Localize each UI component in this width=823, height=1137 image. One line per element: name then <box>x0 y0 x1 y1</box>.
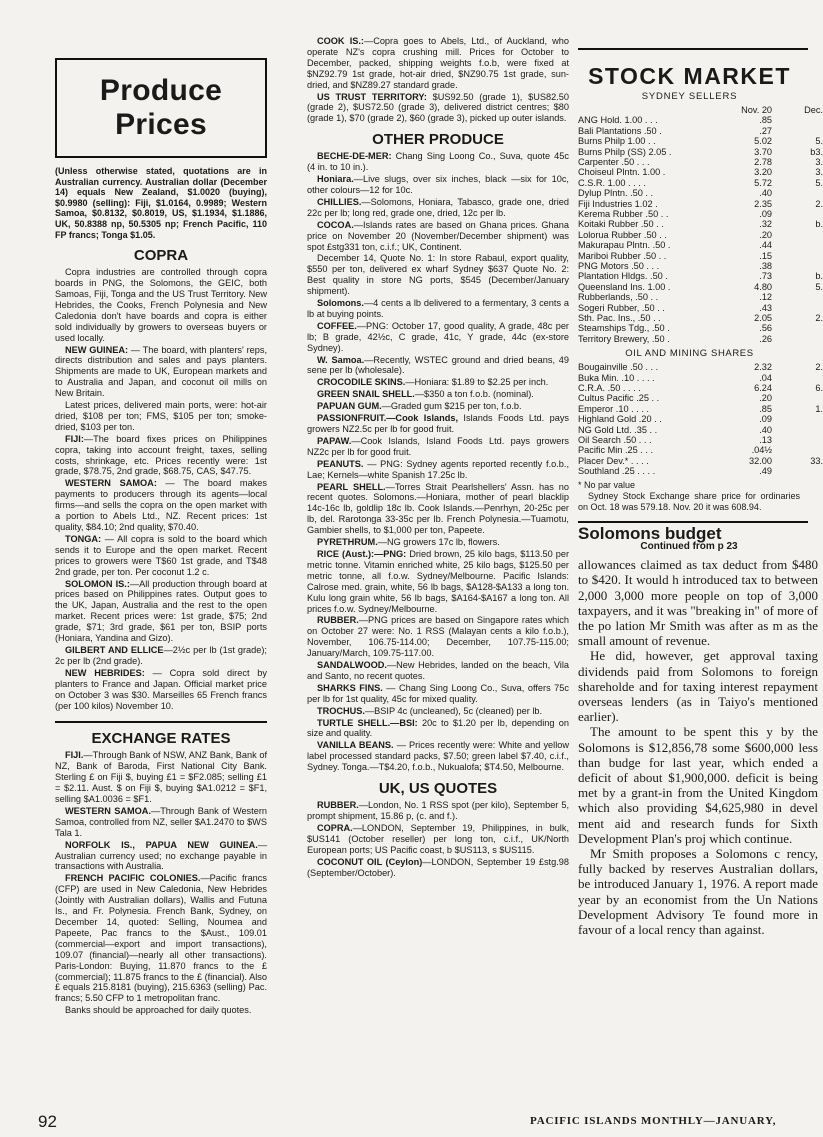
paragraph-lead: NORFOLK IS., PAPUA NEW GUINEA. <box>65 839 258 850</box>
paragraph-text: —Through Bank of NSW, ANZ Bank, Bank of NZ, Bank of Baroda, First National City Bank. Sterling £ on Fiji $, buying £1 = $F2.085; selling £1 = $2.11. Aust. $ on Fiji $, buying $A1.0212 = $F1, selling $A1.0036 = $F1. <box>55 750 267 805</box>
paragraph <box>55 400 267 433</box>
price-dec <box>780 115 823 125</box>
budget-paragraph: Mr Smith proposes a Solomons c rency, fully backed by reserves Australian dollars, be introduced January 1, 1976. A report made year by an economist from the Un Nations Development Advisory Te found more in favour of a local rency than against. <box>578 846 818 938</box>
price-dec <box>780 445 823 455</box>
price-nov: .09 <box>759 414 773 425</box>
stock-name: Koitaki Rubber .50 . . <box>578 219 664 230</box>
paragraph <box>307 459 569 481</box>
exchange-heading: EXCHANGE RATES <box>91 730 231 748</box>
stock-name: PNG Motors .50 . . . <box>578 261 660 271</box>
paragraph-lead: Honiara. <box>317 174 354 185</box>
price-nov: .27 <box>759 125 773 136</box>
paragraph <box>307 413 569 435</box>
paragraph-text: Latest prices, delivered main ports, were: hot-air dried, $108 per ton; FMS, $105 per ton; smoke-dried, $103 per ton. <box>55 400 267 432</box>
stock-row <box>578 393 823 403</box>
paragraph-text: — Copra sold direct by planters to France and Japan. Official market price on October 3 was $30. Marseilles 65 French francs (per 100 kilos) November 10. <box>55 667 268 711</box>
stock-name: Pacific Min .25 . . . <box>578 445 654 456</box>
paragraph-text: —Graded gum $215 per ton, f.o.b. <box>381 401 522 412</box>
paragraph <box>307 36 569 91</box>
paragraph <box>307 706 569 717</box>
paragraph-text: —Copra goes to Abels, Ltd., of Auckland, who operate NZ's copra crushing mill. Prices for October to December, packed, shipping weights f.o.b, were fixed at $NZ92.79 1st grade, hot-air dried, $NZ90.75 1st grade, sun-dried, and $NZ89.27 standard grade. <box>307 36 569 90</box>
paragraph <box>55 478 267 533</box>
paragraph <box>307 253 569 297</box>
stock-name: Southland .25 . . . . <box>578 466 656 477</box>
paragraph-lead: GREEN SNAIL SHELL. <box>317 389 415 400</box>
us-quotes-heading: UK, US QUOTES <box>378 780 498 798</box>
price-nov: .85 <box>759 403 773 414</box>
price-nov: 4.80 <box>754 281 773 292</box>
price-nov: 5.72 <box>754 177 773 188</box>
stock-row <box>578 157 823 167</box>
paragraph <box>307 389 569 400</box>
stock-name: Burns Philp 1.00 . . <box>578 136 656 147</box>
mining-table <box>578 362 823 476</box>
price-nov: 2.35 <box>754 198 773 209</box>
mining-shares-heading: OIL AND MINING SHARES <box>625 348 754 360</box>
paragraph-lead: TURTLE SHELL.—BSI: <box>317 717 418 728</box>
price-dec <box>780 251 823 261</box>
paragraph <box>307 401 569 412</box>
budget-rule <box>578 521 808 523</box>
stock-table-header <box>578 105 823 115</box>
paragraph-text: $US92.50 (grade 1), $US82.50 (grade 2), $US72.50 (grade 3), delivered district centres; $80 (grade 1), $70 (grade 2), $60 (grade 3), picked up outer islands. <box>307 91 569 124</box>
price-dec <box>780 303 823 313</box>
paragraph <box>55 579 267 644</box>
price-nov: .49 <box>759 466 773 477</box>
paragraph-text: —NG growers 17c lb, flowers. <box>377 537 500 548</box>
paragraph-text: —Australian currency used; no exchange payable in transactions with Australia. <box>55 839 267 872</box>
paragraph <box>307 174 569 196</box>
paragraph-lead: US TRUST TERRITORY: <box>317 91 427 102</box>
stock-name: Makurapau Plntn. .50 . <box>578 240 671 251</box>
stock-row <box>578 404 823 414</box>
stock-table <box>578 105 823 344</box>
paragraph <box>307 800 569 822</box>
stock-row <box>578 292 823 302</box>
price-nov: .20 <box>759 393 773 404</box>
price-dec: 6. <box>815 382 823 393</box>
paragraph-text: —London, No. 1 RSS spot (per kilo), September 5, prompt shipment, 15.86 p, (c. and f.). <box>307 800 569 821</box>
paragraph <box>307 537 569 548</box>
paragraph-text: —4 cents a lb delivered to a fermentary, 3 cents a lb at buying points. <box>307 298 569 319</box>
paragraph-text: —PNG prices are based on Singapore rates which on October 27 were: No. 1 RSS (Malayan cents a kilo f.o.b.), November, 106.75-114.00; December, 107.75-115.00; January/March, 109.75-117.00. <box>307 615 569 659</box>
stock-row <box>578 373 823 383</box>
paragraph <box>307 92 569 125</box>
price-dec <box>780 323 823 333</box>
paragraph <box>307 615 569 659</box>
price-dec: 5. <box>815 136 823 147</box>
price-nov: .38 <box>759 261 773 271</box>
stock-market-title: STOCK MARKET <box>588 63 791 89</box>
price-dec <box>780 230 823 240</box>
paragraph <box>307 549 569 614</box>
paragraph-text: —BSIP 4c (uncleaned), 5c (cleaned) per lb. <box>364 705 543 716</box>
price-nov: .73 <box>759 271 773 282</box>
stock-row <box>578 362 823 372</box>
price-nov: 2.05 <box>754 313 773 324</box>
stock-row <box>578 445 823 455</box>
paragraph-lead: COCONUT OIL (Ceylon) <box>317 856 423 867</box>
price-dec <box>780 435 823 445</box>
budget-heading: Solomons budget <box>578 524 722 544</box>
stock-row <box>578 383 823 393</box>
paragraph <box>307 321 569 354</box>
stock-row <box>578 323 823 333</box>
paragraph-lead: TONGA: <box>65 533 102 544</box>
stock-name: Plantation Hldgs. .50 . <box>578 271 668 282</box>
stock-market-subtitle: SYDNEY SELLERS <box>641 91 738 102</box>
paragraph <box>55 750 267 805</box>
paragraph-lead: WESTERN SAMOA: <box>65 478 157 489</box>
page-number: 92 <box>38 1112 57 1131</box>
paragraph <box>307 220 569 253</box>
stock-name: Steamships Tdg., .50 . <box>578 323 670 334</box>
stock-name: Territory Brewery, .50 . <box>578 333 670 344</box>
continued-note: Continued from p 23 <box>640 541 738 553</box>
paragraph-lead: FIJI. <box>65 750 84 761</box>
stock-row <box>578 230 823 240</box>
stock-row <box>578 261 823 271</box>
paragraph-lead: W. Samoa. <box>317 354 365 365</box>
paragraph-text: —Through Bank of Western Samoa, controlled from NZ, seller $A1.2470 to $WS Tala 1. <box>55 805 267 838</box>
stock-name: Queensland Ins. 1.00 . <box>578 281 671 292</box>
column-middle <box>307 36 569 879</box>
top-rule <box>578 48 808 50</box>
budget-paragraph: allowances claimed as tax deduct from $480 to $420. It would h introduced tax to between 2,000 3,000 more people on top of 3,000 taxpayers, and it was "breaking in" of more of the po lation Mr Smith was after as m as the small amount of revenue. <box>578 557 818 649</box>
budget-paragraph: The amount to be spent this y by the Solomons is $12,856,78 some $600,000 less than budge for last year, which ended a deficit of about $1,900,000. deficit is being met by a grant-in from the United Kingdom which also providing $4,625,980 in devel ment aid and research funds for Sixth Development Plan's proj which continue. <box>578 724 818 846</box>
stock-name: Rubberlands, .50 . . <box>578 292 659 303</box>
paragraph-lead: FIJI: <box>65 433 84 444</box>
paragraph <box>55 434 267 478</box>
price-dec: 1. <box>815 403 823 414</box>
paragraph <box>55 645 267 667</box>
paragraph-lead: RUBBER. <box>317 615 359 626</box>
paragraph-lead: COPRA. <box>317 822 353 833</box>
paragraph-lead: CHILLIES. <box>317 196 362 207</box>
paragraph <box>307 823 569 856</box>
paragraph-text: —2½c per lb (1st grade); 2c per lb (2nd grade). <box>55 644 267 666</box>
stock-row <box>578 334 823 344</box>
paragraph-text: Islands Foods Ltd. pays growers NZ2.5c per lb for good fruit. <box>307 413 570 434</box>
stock-row <box>578 466 823 476</box>
price-dec <box>780 393 823 403</box>
price-nov: .20 <box>759 229 773 240</box>
paragraph-lead: SHARKS FINS. <box>317 682 383 693</box>
paragraph-lead: PYRETHRUM. <box>317 537 378 548</box>
paragraph-text: Dried brown, 25 kilo bags, $113.50 per metric tonne. Vitamin enriched white, 25 kilo bags, $125.50 per metric tonne, all f.o.w. Sydney/Melbourne. Pacific Islands: Calrose med. grain, white, 56 lb bags, $A128-$A133 a long ton. Kulu long grain white, 56 lb bags, $A164-$A167 a long ton. All prices f.o.w. Sydney/Melbourne. <box>307 548 569 614</box>
paragraph-text: —Live slugs, over six inches, black —six for 10c, other colours—12 for 10c. <box>307 174 569 195</box>
paragraph-lead: TROCHUS. <box>317 705 365 716</box>
price-nov: 5.02 <box>754 136 773 147</box>
stock-row <box>578 313 823 323</box>
price-dec: 3. <box>815 156 823 167</box>
stock-row <box>578 136 823 146</box>
stock-row <box>578 147 823 157</box>
stock-row <box>578 456 823 466</box>
stock-name: C.S.R. 1.00 . . . . <box>578 177 646 188</box>
paragraph-text: — The board, with planters' reps, directs distribution and sales and pays planters. Shipments are made to UK, European markets and to Australia and Japan, and coconut oil mills on New Britain. <box>55 344 267 399</box>
paragraph-text: Chang Sing Loong Co., Suva, quote 45c (4 in. to 10 in.). <box>307 151 569 173</box>
copra-section <box>55 267 267 711</box>
price-nov: 2.32 <box>754 362 773 373</box>
paragraph-lead: NEW HEBRIDES: <box>65 667 145 678</box>
price-dec <box>780 240 823 250</box>
paragraph-text: 20c to $1.20 per lb, depending on size and quality. <box>307 717 569 739</box>
paragraph-text: —New Hebrides, landed on the beach, Vila and Santo, no recent quotes. <box>307 660 569 681</box>
price-nov: .32 <box>759 219 773 230</box>
price-nov: .09 <box>759 208 773 219</box>
paragraph <box>307 298 569 320</box>
stock-name: Placer Dev.* . . . . <box>578 455 649 466</box>
price-dec: 2. <box>815 313 823 324</box>
price-nov: .44 <box>759 240 773 251</box>
paragraph-lead: COOK IS.: <box>317 36 364 46</box>
price-dec <box>780 188 823 198</box>
paragraph-text: — Prices recently were: White and yellow label processed standard packs, $7.50; green label $7.40, c.i.f., Sydney. Tonga.—T$4.20, f.o.b., Nukualofa; $T4.50, Melbourne. <box>307 740 569 773</box>
price-nov: .12 <box>759 292 773 303</box>
price-dec: b. <box>815 271 823 282</box>
paragraph <box>307 718 569 740</box>
price-nov: 6.24 <box>754 382 773 393</box>
price-dec <box>780 334 823 344</box>
price-nov: .56 <box>759 323 773 334</box>
price-dec: b3. <box>810 146 823 157</box>
column-left <box>55 36 267 1017</box>
stock-name: C.R.A. .50 . . . . <box>578 382 641 393</box>
paragraph-text: —Recently, WSTEC ground and dried beans, 49 sene per lb (wholesale). <box>307 354 570 376</box>
price-nov: 3.20 <box>754 167 773 178</box>
currency-intro: (Unless otherwise stated, quotations are in Australian currency. Australian dollar (December 14) equals New Zealand, $1.0020 (buying), $0.9980 (selling): Fiji, $1.0164, 0.9989; Western Samoa, $0.8132, $0.8019, US, $1.1934, $1.1886, UK, 50.8388 np, 50.5305 np; French Pacific, 110 FP francs; Tonga $1.05. <box>55 166 267 240</box>
paragraph-lead: FRENCH PACIFIC COLONIES. <box>65 873 201 884</box>
paragraph <box>307 482 569 537</box>
price-dec <box>780 373 823 383</box>
paragraph <box>55 668 267 712</box>
price-nov: 3.70 <box>754 146 773 157</box>
stock-name: Buka Min. .10 . . . . <box>578 372 655 383</box>
page-title: Produce Prices <box>99 74 223 141</box>
stock-name: Emperor .10 . . . . <box>578 403 649 414</box>
paragraph-lead: WESTERN SAMOA. <box>65 805 151 816</box>
stock-row <box>578 303 823 313</box>
price-nov: 32.00 <box>749 455 773 466</box>
stock-name: Fiji Industries 1.02 . <box>578 198 658 209</box>
price-dec <box>780 292 823 302</box>
paragraph-lead: BECHE-DE-MER: <box>317 151 392 162</box>
price-dec <box>780 414 823 424</box>
stock-row <box>578 271 823 281</box>
stock-row <box>578 167 823 177</box>
price-nov: 2.78 <box>754 156 773 167</box>
paragraph-lead: COFFEE. <box>317 320 357 331</box>
paragraph-text: —$350 a ton f.o.b. (nominal). <box>414 389 534 400</box>
price-nov: .04½ <box>751 445 773 456</box>
paragraph-lead: PEANUTS. <box>317 458 364 469</box>
price-dec <box>780 126 823 136</box>
price-dec: 33. <box>810 455 823 466</box>
paragraph <box>307 355 569 377</box>
paragraph-text: —LONDON, September 19, Philippines, in bulk, $US141 (October reseller) per long ton, c.i.f., UK/North European ports; US Pacific coast, b $US113, s $US115. <box>307 822 569 855</box>
stock-name: Sth. Pac. Ins., .50 . . <box>578 313 661 324</box>
paragraph <box>307 857 569 879</box>
stock-name: ANG Hold. 1.00 . . . <box>578 115 658 126</box>
paragraph-lead: RUBBER. <box>317 800 359 811</box>
paragraph-lead: PASSIONFRUIT.—Cook Islands, <box>317 413 459 424</box>
paragraph-lead: PAPAW. <box>317 435 352 446</box>
paragraph <box>55 806 267 839</box>
price-nov: .43 <box>759 302 773 313</box>
paragraph <box>55 873 267 1004</box>
copra-heading: COPRA <box>133 247 189 265</box>
magazine-footer: PACIFIC ISLANDS MONTHLY—JANUARY, <box>530 1115 777 1127</box>
price-nov: .40 <box>759 188 773 199</box>
stock-name: Mariboi Rubber .50 . . <box>578 250 667 261</box>
paragraph <box>55 267 267 343</box>
stock-row <box>578 219 823 229</box>
paragraph-lead: PEARL SHELL. <box>317 481 386 492</box>
paragraph-lead: Solomons. <box>317 298 364 309</box>
paragraph-text: —Solomons, Honiara, Tabasco, grade one, dried 22c per lb; long red, grade one, dried, 12c per lb. <box>307 196 569 218</box>
column-right <box>578 36 823 938</box>
price-dec <box>780 425 823 435</box>
paragraph <box>55 534 267 578</box>
stock-name: NG Gold Ltd. .35 . . <box>578 424 658 435</box>
paragraph-text: —The board fixes prices on Philippines copra, taking into account freight, taxes, selling costs, shrinkage, etc. Prices recently were: 1st grade, $78.75, 2nd grade, $68.75, CAS, $47.75. <box>55 433 267 477</box>
col-nov-header: Nov. 20 <box>741 104 773 115</box>
stock-name: Carpenter .50 . . . <box>578 156 650 167</box>
other-produce-heading: OTHER PRODUCE <box>372 131 504 149</box>
stock-row <box>578 188 823 198</box>
stock-row <box>578 209 823 219</box>
stock-name: Bali Plantations .50 . <box>578 125 662 136</box>
stock-row <box>578 199 823 209</box>
produce-prices-box <box>55 58 267 158</box>
other-produce-section <box>307 151 569 773</box>
paragraph-text: —Pacific francs (CFP) are used in New Caledonia, New Hebrides (Jointly with Australian dollars), Wallis and Futuna Is., and Fr. Polynesia. French Bank, Sydney, on December 14, quoted: Selling, Noumea and Papeete, Pac francs to the $Aust., 109.01 (commercial—export and import transactions), 109.07 (financial)—nearly all other transactions). Paris-London: Buying, 11.870 francs to the £ (commercial); 11.875 francs to the £ (financial). Also £ equals 215.8181 (buying), 215.6363 (selling) Pac. francs; 5.50 CFP to 1 metropolitan franc. <box>55 873 267 1004</box>
price-dec <box>780 209 823 219</box>
paragraph <box>307 740 569 773</box>
paragraph <box>307 197 569 219</box>
budget-paragraph: He did, however, get approval taxing dividends paid from Solomons to foreign shareholde and for taxing interest repayment overseas lenders (as in Taiyo's mentioned earlier). <box>578 648 818 725</box>
paragraph-lead: GILBERT AND ELLICE <box>65 644 164 655</box>
price-nov: .40 <box>759 424 773 435</box>
paragraph-lead: VANILLA BEANS. <box>317 740 394 751</box>
stock-row <box>578 425 823 435</box>
paragraph <box>55 840 267 873</box>
paragraph-text: December 14, Quote No. 1: In store Rabaul, export quality, $550 per ton, delivered ex wharf Sydney $637 Quote No. 2: Best quality in store NG ports, $545 (December/January shipment). <box>307 253 569 297</box>
paragraph-text: —All production through board at prices based on Philippines rates. Output goes to the UK, Japan, Australia and the rest to the open market. Recent prices were: 1st grade, $75; 2nd grade, $71; 3rd grade, $61 per ton, BSIP ports (Honiara, Yandina and Gizo). <box>55 578 267 644</box>
us-quotes-section <box>307 800 569 878</box>
stock-name: Bougainville .50 . . . <box>578 362 659 373</box>
paragraph-text: Banks should be approached for daily quotes. <box>65 1005 252 1016</box>
stock-row <box>578 115 823 125</box>
stock-name: Highland Gold .20 . . <box>578 414 662 425</box>
paragraph-text: —Islands rates are based on Ghana prices. Ghana price on November 20 (November/December shipment) was spot £stg331 ton, c.i.f.; UK, Continent. <box>307 219 569 252</box>
paragraph <box>55 1005 267 1016</box>
col-dec-header: Dec. <box>804 104 823 115</box>
paragraph-lead: SOLOMON IS.: <box>65 578 130 589</box>
paragraph-text: — Chang Sing Loong Co., Suva, offers 75c per lb for 1st quality, 45c for mixed quality. <box>307 682 569 704</box>
price-dec: b. <box>815 219 823 230</box>
paragraph <box>55 345 267 400</box>
paragraph-lead: CROCODILE SKINS. <box>317 377 406 388</box>
price-dec: 5. <box>815 177 823 188</box>
paragraph-text: — All copra is sold to the board which sends it to Europe and the open market. Recent prices to growers were T$60 1st grade, and T$48 2nd grade, per ton. Per coconut 1.2 c. <box>55 533 267 577</box>
price-nov: .13 <box>759 435 773 445</box>
stock-footnote: * No par value <box>578 479 636 490</box>
paragraph <box>307 436 569 458</box>
stock-exchange-note: Sydney Stock Exchange share price for ordinaries on Oct. 18 was 579.18. Nov. 20 it was 608.94. <box>578 491 800 512</box>
price-nov: .04 <box>759 372 773 383</box>
price-dec: 2. <box>815 362 823 373</box>
price-nov: .15 <box>759 250 773 261</box>
price-dec: 5. <box>815 281 823 292</box>
price-nov: .26 <box>759 333 773 344</box>
paragraph <box>307 660 569 682</box>
price-dec: 3. <box>815 167 823 178</box>
stock-name: Lolorua Rubber .50 . . <box>578 229 667 240</box>
stock-row <box>578 178 823 188</box>
price-dec: 2. <box>815 198 823 209</box>
paragraph-text: —PNG: October 17, good quality, A grade, 48c per lb; B grade, 42½c, C grade, 41c, Y grade, 44c (ex-store Sydney). <box>307 320 569 353</box>
paragraph-lead: RICE (Aust.):—PNG: <box>317 548 407 559</box>
stock-row <box>578 240 823 250</box>
paragraph-text: —Honiara: $1.89 to $2.25 per inch. <box>405 377 549 388</box>
stock-name: Sogeri Rubber, .50 . . <box>578 302 665 313</box>
paragraph-lead: NEW GUINEA: <box>65 344 129 355</box>
stock-name: Burns Philp (SS) 2.05 . <box>578 146 672 157</box>
price-dec <box>780 261 823 271</box>
stock-name: Dylup Plntn. .50 . . <box>578 188 654 199</box>
price-dec <box>780 466 823 476</box>
paragraph-lead: PAPUAN GUM. <box>317 401 382 412</box>
stock-row <box>578 435 823 445</box>
paragraph <box>307 377 569 388</box>
stock-name: Cultus Pacific .25 . . <box>578 393 660 404</box>
paragraph-lead: SANDALWOOD. <box>317 660 387 671</box>
exchange-section <box>55 750 267 1016</box>
budget-article <box>578 557 818 937</box>
stock-row <box>578 414 823 424</box>
paragraph-text: — The board makes payments to producers through its agents—local firms—and sells the copra on the open market with a portion to Abels Ltd., NZ. Recent prices: 1st quality, $84.10; 2nd quality, $70.40. <box>55 478 267 532</box>
paragraph-text: Copra industries are controlled through copra boards in PNG, the Solomons, the GEIC, both Samoas, Fiji, Tonga and the US Trust Territory. New Hebrides, the Cooks, French Polynesia and New Caledonia don't have boards and copra is either sold individually by growers to overseas buyers or used locally. <box>55 267 267 343</box>
stock-name: Oil Search .50 . . . <box>578 435 652 445</box>
copra-continued-section <box>307 36 569 124</box>
paragraph-text: —Torres Strait Pearlshellers' Assn. has no recent quotes. Solomons.—Honiara, mother of pearl blacklip 14c-16c lb, goldlip 18c lb. Cook Islands.—Penrhyn, 20-25c per lb, del. Rarotonga 33-35c per lb. French Polynesia.—Tuamotu, Gambier shells, to $1,000 per ton, Papeete. <box>307 481 570 536</box>
paragraph <box>307 683 569 705</box>
stock-row <box>578 126 823 136</box>
paragraph-text: —LONDON, September 19 £stg.98 (September/October). <box>307 856 569 878</box>
price-nov: .85 <box>759 115 773 126</box>
stock-name: Kerema Rubber .50 . . <box>578 208 669 219</box>
paragraph-lead: COCOA. <box>317 219 354 230</box>
section-divider <box>55 721 267 723</box>
paragraph-text: —Cook Islands, Island Foods Ltd. pays growers NZ2c per lb for good fruit. <box>307 435 569 457</box>
paragraph-text: — PNG: Sydney agents reported recently f.o.b., Lae; Kernels—white Spanish 17.25c lb. <box>307 458 569 480</box>
stock-row <box>578 282 823 292</box>
paragraph <box>307 151 569 173</box>
stock-row <box>578 251 823 261</box>
stock-name: Choiseul Plntn. 1.00 . <box>578 167 666 178</box>
